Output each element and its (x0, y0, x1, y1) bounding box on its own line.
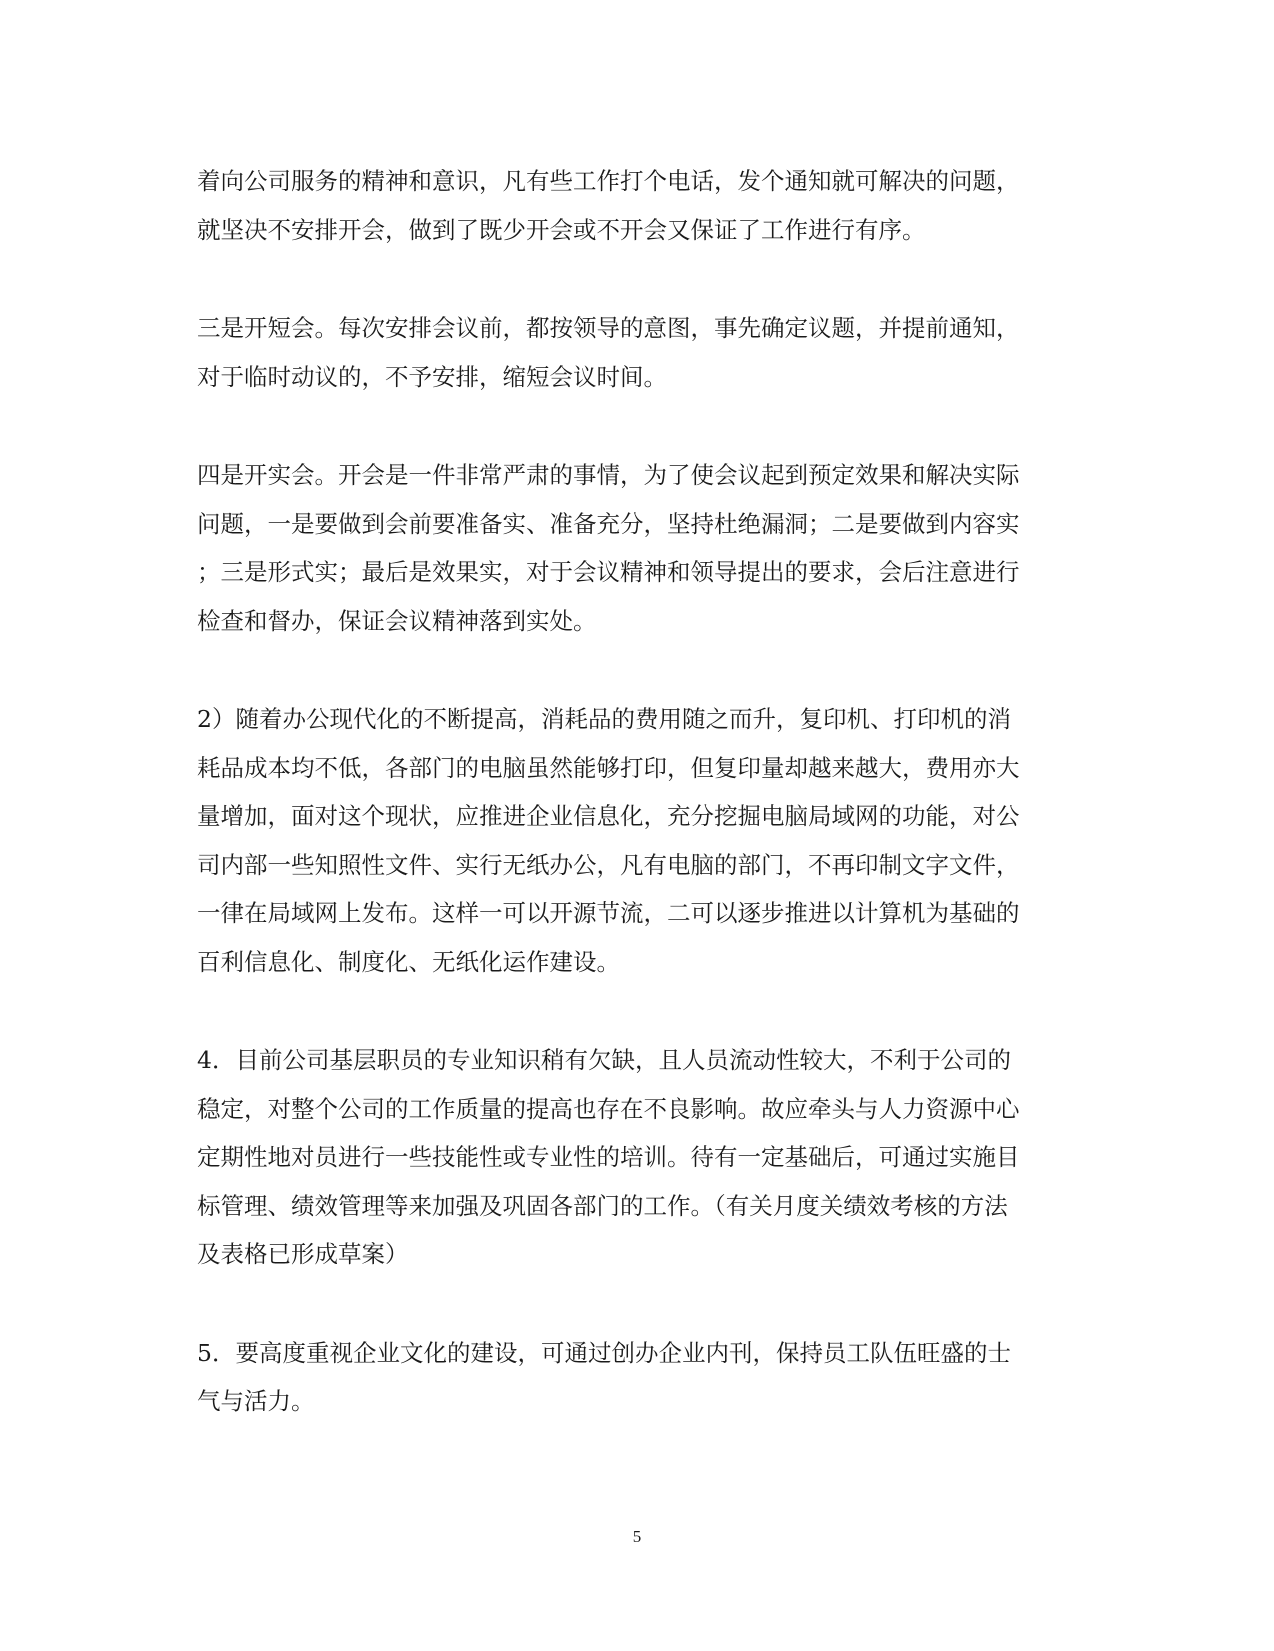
text-line: 定期性地对员进行一些技能性或专业性的培训。待有一定基础后，可通过实施目 (197, 1143, 1020, 1171)
paragraph-paperless-office (197, 695, 1077, 986)
text-line: 问题，一是要做到会前要准备实、准备充分，坚持杜绝漏洞；二是要做到内容实 (197, 509, 1020, 538)
paragraph-staff-training (197, 1036, 1077, 1279)
text-line: 5．要高度重视企业文化的建设，可通过创办企业内刊，保持员工队伍旺盛的士 (197, 1338, 1011, 1367)
text-line: 对于临时动议的，不予安排，缩短会议时间。 (197, 362, 667, 391)
text-line: 司内部一些知照性文件、实行无纸办公，凡有电脑的部门，不再印制文字文件， (197, 850, 1020, 879)
text-line: 标管理、绩效管理等来加强及巩固各部门的工作。（有关月度关绩效考核的方法 (197, 1191, 1008, 1220)
text-line: 4．目前公司基层职员的专业知识稍有欠缺，且人员流动性较大，不利于公司的 (197, 1046, 1011, 1074)
text-line: 一律在局域网上发布。这样一可以开源节流，二可以逐步推进以计算机为基础的 (197, 899, 1020, 927)
paragraph-corporate-culture (197, 1329, 1077, 1426)
document-body (197, 157, 1077, 1476)
text-line: 及表格已形成草案） (197, 1240, 409, 1268)
text-line: 量增加，面对这个现状，应推进企业信息化，充分挖掘电脑局域网的功能，对公 (197, 802, 1020, 830)
text-line: 气与活力。 (197, 1387, 315, 1415)
paragraph-practical-meetings (197, 451, 1077, 645)
text-line: 稳定，对整个公司的工作质量的提高也存在不良影响。故应牵头与人力资源中心 (197, 1094, 1020, 1123)
text-line: 检查和督办，保证会议精神落到实处。 (197, 606, 597, 635)
text-line: 耗品成本均不低，各部门的电脑虽然能够打印，但复印量却越来越大，费用亦大 (197, 753, 1020, 782)
text-line: 三是开短会。每次安排会议前，都按领导的意图，事先确定议题，并提前通知， (197, 314, 1020, 342)
page-number: 5 (632, 1527, 642, 1546)
text-line: 四是开实会。开会是一件非常严肃的事情，为了使会议起到预定效果和解决实际 (197, 461, 1020, 489)
text-line: 着向公司服务的精神和意识，凡有些工作打个电话，发个通知就可解决的问题， (197, 167, 1020, 195)
text-line: 百利信息化、制度化、无纸化运作建设。 (197, 947, 620, 976)
paragraph-short-meetings (197, 304, 1077, 401)
text-line: 2）随着办公现代化的不断提高，消耗品的费用随之而升，复印机、打印机的消 (197, 705, 1011, 733)
text-line: ；三是形式实；最后是效果实，对于会议精神和领导提出的要求，会后注意进行 (197, 558, 1020, 586)
text-line: 就坚决不安排开会，做到了既少开会或不开会又保证了工作进行有序。 (197, 215, 926, 244)
paragraph-meeting-efficiency (197, 157, 1077, 254)
